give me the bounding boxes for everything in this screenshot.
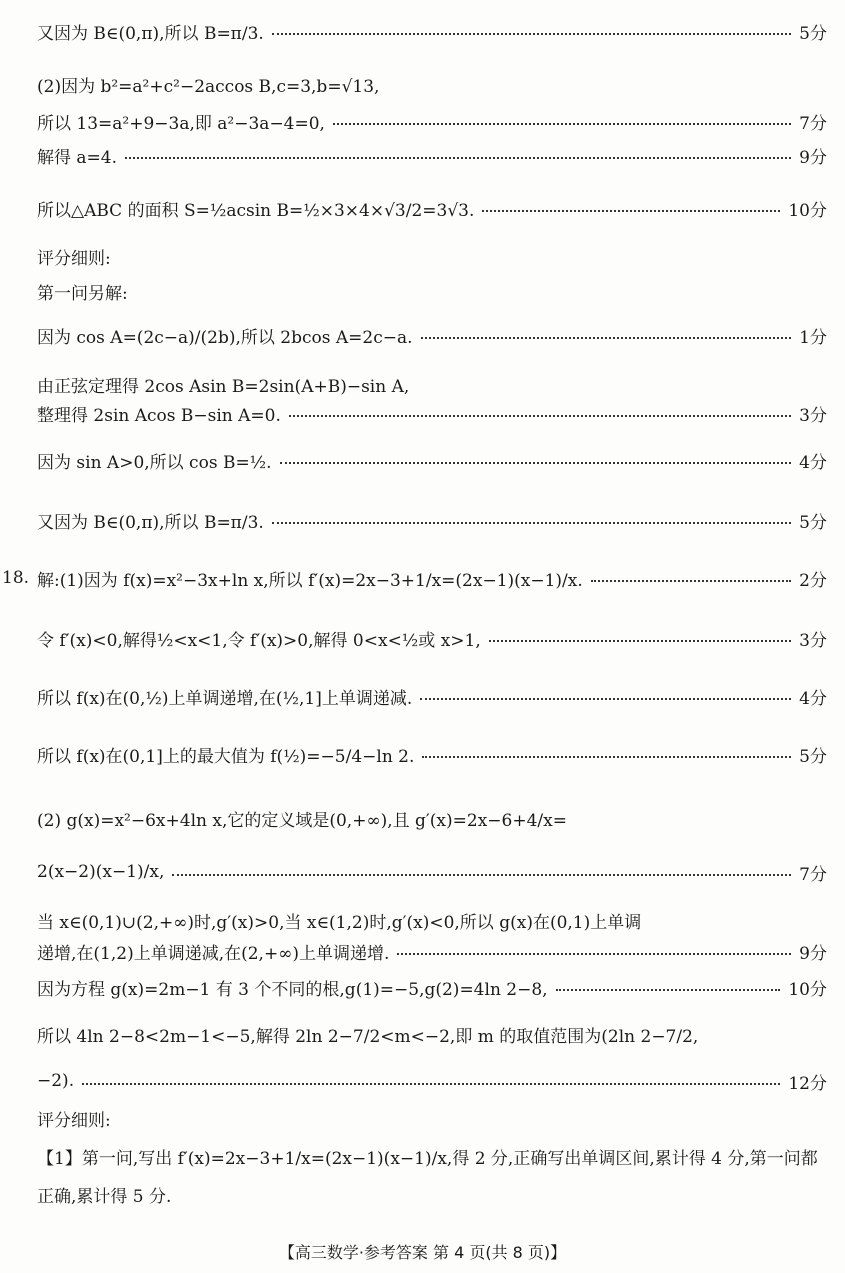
score-label: 4分 xyxy=(799,688,827,709)
answer-line-14 xyxy=(37,618,827,658)
answer-line-21 xyxy=(37,972,827,1002)
question-number: 18. xyxy=(2,568,30,588)
answer-text: −2). xyxy=(37,1071,75,1091)
answer-line-3 xyxy=(37,106,827,136)
score-label: 2分 xyxy=(799,570,827,591)
answer-text: 因为 sin A>0,所以 cos B=½. xyxy=(37,452,272,473)
dot-leader xyxy=(172,874,791,876)
answer-text: 所以△ABC 的面积 S=½acsin B=½×3×4×√3/2=3√3. xyxy=(37,200,475,221)
answer-text: 解:(1)因为 f(x)=x²−3x+ln x,所以 f′(x)=2x−3+1/x=(2x−1)(x−1)/x. xyxy=(37,570,583,591)
answer-line-18 xyxy=(37,852,827,892)
answer-line-16 xyxy=(37,734,827,774)
answer-text: 因为方程 g(x)=2m−1 有 3 个不同的根,g(1)=−5,g(2)=4ln 2−8, xyxy=(37,979,548,1000)
answer-line-10 xyxy=(37,398,827,428)
answer-line-15 xyxy=(37,676,827,716)
answer-line-17: (2) g(x)=x²−6x+4ln x,它的定义域是(0,+∞),且 g′(x)=2x−6+4/x= xyxy=(37,811,567,831)
grading-heading-2: 评分细则: xyxy=(37,1111,111,1131)
answer-text: 递增,在(1,2)上单调递减,在(2,+∞)上单调递增. xyxy=(37,943,390,964)
dot-leader xyxy=(333,123,791,125)
score-label: 7分 xyxy=(799,113,827,134)
answer-line-23 xyxy=(37,1066,827,1096)
answer-text: 因为 cos A=(2c−a)/(2b),所以 2bcos A=2c−a. xyxy=(37,327,413,348)
answer-line-19: 当 x∈(0,1)∪(2,+∞)时,g′(x)>0,当 x∈(1,2)时,g′(x)<0,所以 g(x)在(0,1)上单调 xyxy=(37,913,642,933)
score-label: 3分 xyxy=(799,405,827,426)
answer-line-13 xyxy=(37,556,827,600)
dot-leader xyxy=(289,415,791,417)
answer-line-12 xyxy=(37,500,827,540)
dot-leader xyxy=(482,210,780,212)
score-label: 3分 xyxy=(799,630,827,651)
answer-text: 又因为 B∈(0,π),所以 B=π/3. xyxy=(37,23,264,44)
alt-solution-heading: 第一问另解: xyxy=(37,284,128,304)
answer-line-20 xyxy=(37,936,827,966)
answer-line-2: (2)因为 b²=a²+c²−2accos B,c=3,b=√13, xyxy=(37,77,380,97)
score-label: 4分 xyxy=(799,452,827,473)
score-label: 9分 xyxy=(799,147,827,168)
dot-leader xyxy=(421,337,792,339)
score-label: 5分 xyxy=(799,23,827,44)
answer-line-22: 所以 4ln 2−8<2m−1<−5,解得 2ln 2−7/2<m<−2,即 m 的取值范围为(2ln 2−7/2, xyxy=(37,1027,699,1047)
answer-line-9: 由正弦定理得 2cos Asin B=2sin(A+B)−sin A, xyxy=(37,377,410,397)
dot-leader xyxy=(397,953,791,955)
dot-leader xyxy=(489,640,791,642)
answer-line-1 xyxy=(37,14,827,48)
score-label: 5分 xyxy=(799,746,827,767)
score-label: 7分 xyxy=(799,864,827,885)
score-label: 1分 xyxy=(799,327,827,348)
answer-text: 令 f′(x)<0,解得½<x<1,令 f′(x)>0,解得 0<x<½或 x>1, xyxy=(37,630,481,651)
page-footer: 【高三数学·参考答案 第 4 页(共 8 页)】 xyxy=(278,1243,567,1262)
dot-leader xyxy=(556,989,781,991)
dot-leader xyxy=(272,522,791,524)
answer-line-11 xyxy=(37,440,827,480)
answer-line-4 xyxy=(37,140,827,170)
answer-text: 所以 f(x)在(0,½)上单调递增,在(½,1]上单调递减. xyxy=(37,688,413,709)
score-label: 10分 xyxy=(788,200,827,221)
answer-text: 又因为 B∈(0,π),所以 B=π/3. xyxy=(37,512,264,533)
answer-text: 所以 13=a²+9−3a,即 a²−3a−4=0, xyxy=(37,113,325,134)
dot-leader xyxy=(422,756,791,758)
answer-text: 2(x−2)(x−1)/x, xyxy=(37,862,165,882)
dot-leader xyxy=(420,698,791,700)
dot-leader xyxy=(272,33,791,35)
score-label: 12分 xyxy=(788,1073,827,1094)
answer-line-5 xyxy=(37,188,827,228)
answer-line-8 xyxy=(37,316,827,354)
grading-note-1: 【1】第一问,写出 f′(x)=2x−3+1/x=(2x−1)(x−1)/x,得 2 分,正确写出单调区间,累计得 4 分,第一问都正确,累计得 5 分. xyxy=(37,1149,818,1207)
answer-text: 解得 a=4. xyxy=(37,147,118,168)
dot-leader xyxy=(125,157,791,159)
score-label: 10分 xyxy=(788,979,827,1000)
dot-leader xyxy=(591,580,791,582)
score-label: 5分 xyxy=(799,512,827,533)
grading-heading-1: 评分细则: xyxy=(37,249,111,269)
answer-text: 整理得 2sin Acos B−sin A=0. xyxy=(37,405,281,426)
dot-leader xyxy=(82,1083,780,1085)
dot-leader xyxy=(280,462,792,464)
score-label: 9分 xyxy=(799,943,827,964)
answer-text: 所以 f(x)在(0,1]上的最大值为 f(½)=−5/4−ln 2. xyxy=(37,746,415,767)
